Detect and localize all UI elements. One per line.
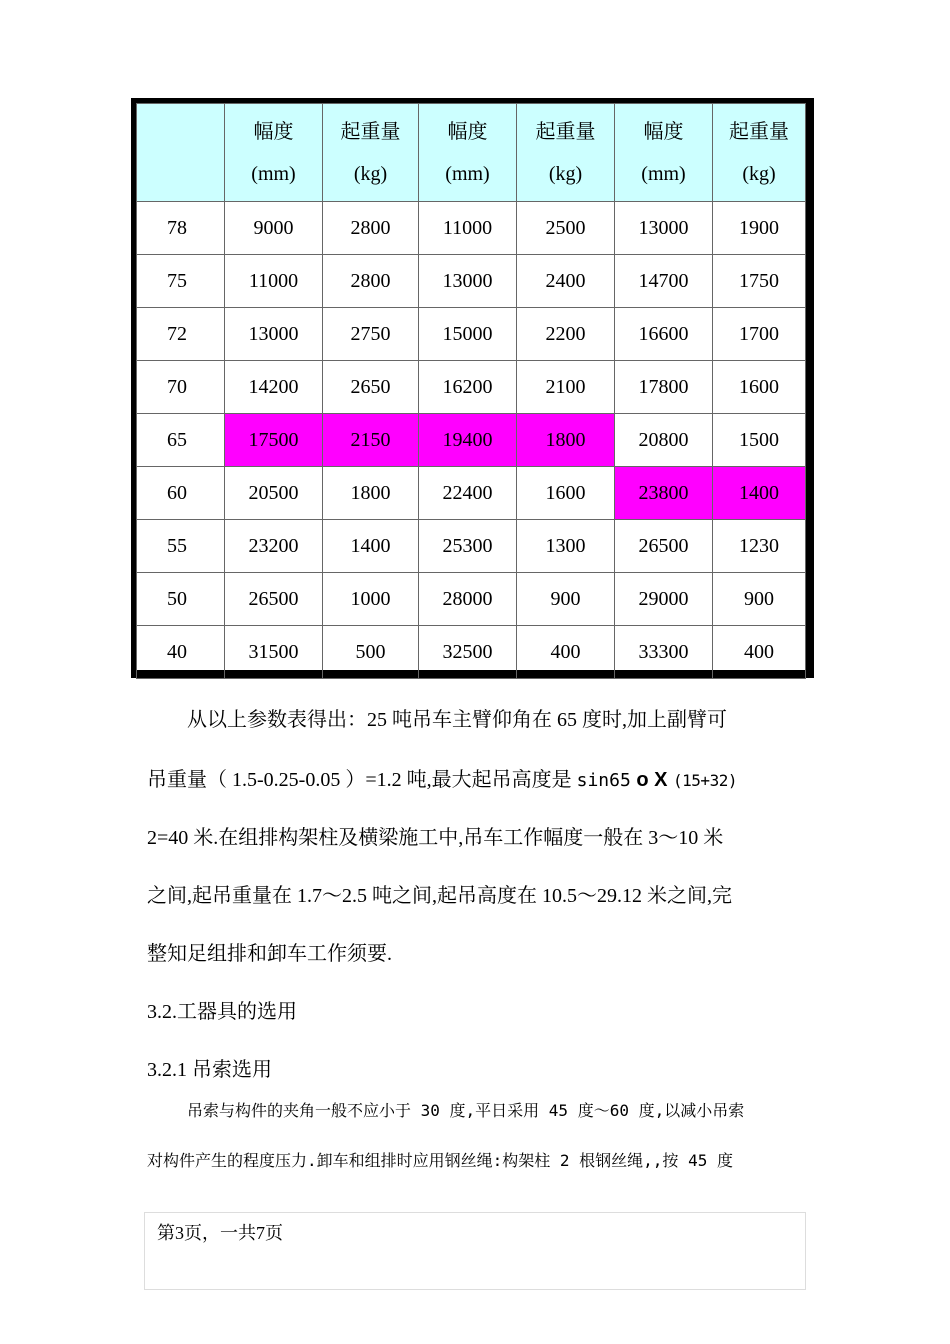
page-footer — [144, 1212, 806, 1290]
angle-cell: 72 — [137, 308, 225, 361]
value-cell: 1600 — [713, 361, 806, 414]
header-unit: (mm) — [251, 162, 296, 185]
angle-cell: 65 — [137, 414, 225, 467]
value-cell: 23800 — [615, 467, 713, 520]
header-unit: (mm) — [641, 162, 686, 185]
table-row — [137, 626, 806, 679]
value-cell: 2800 — [323, 255, 419, 308]
header-cell — [419, 104, 517, 202]
value-cell: 400 — [713, 626, 806, 679]
angle-cell: 55 — [137, 520, 225, 573]
value-cell: 17800 — [615, 361, 713, 414]
table-row — [137, 361, 806, 414]
value-cell: 2400 — [517, 255, 615, 308]
table-row — [137, 573, 806, 626]
header-unit: (kg) — [353, 162, 388, 185]
header-cell — [615, 104, 713, 202]
value-cell: 20800 — [615, 414, 713, 467]
value-cell: 26500 — [225, 573, 323, 626]
value-cell: 1900 — [713, 202, 806, 255]
value-cell: 2650 — [323, 361, 419, 414]
value-cell: 1800 — [517, 414, 615, 467]
value-cell: 13000 — [419, 255, 517, 308]
angle-cell: 75 — [137, 255, 225, 308]
page-number: 第3页，一共7页 — [157, 1223, 283, 1243]
header-name: 起重量 — [535, 120, 596, 143]
table-row — [137, 202, 806, 255]
table-row — [137, 520, 806, 573]
value-cell: 23200 — [225, 520, 323, 573]
header-name: 幅度 — [253, 120, 294, 143]
value-cell: 19400 — [419, 414, 517, 467]
value-cell: 1230 — [713, 520, 806, 573]
header-cell — [517, 104, 615, 202]
header-cell — [137, 104, 225, 202]
formula-sin: sin65 — [576, 770, 631, 791]
value-cell: 1700 — [713, 308, 806, 361]
value-cell: 16600 — [615, 308, 713, 361]
value-cell: 15000 — [419, 308, 517, 361]
value-cell: 29000 — [615, 573, 713, 626]
value-cell: 16200 — [419, 361, 517, 414]
value-cell: 1400 — [323, 520, 419, 573]
table-row — [137, 255, 806, 308]
angle-cell: 70 — [137, 361, 225, 414]
angle-cell: 78 — [137, 202, 225, 255]
value-cell: 1600 — [517, 467, 615, 520]
header-unit: (kg) — [742, 162, 776, 185]
section-heading: 3.2.工器具的选用 — [147, 1001, 297, 1023]
value-cell: 20500 — [225, 467, 323, 520]
crane-parameter-table — [136, 103, 806, 679]
value-cell: 2150 — [323, 414, 419, 467]
table-row — [137, 467, 806, 520]
value-cell: 500 — [323, 626, 419, 679]
angle-cell: 50 — [137, 573, 225, 626]
header-unit: (kg) — [548, 162, 583, 185]
value-cell: 26500 — [615, 520, 713, 573]
value-cell: 31500 — [225, 626, 323, 679]
value-cell: 1500 — [713, 414, 806, 467]
value-cell: 1750 — [713, 255, 806, 308]
value-cell: 13000 — [615, 202, 713, 255]
body-line-1: 吊索与构件的夹角一般不应小于 30 度,平日采用 45 度～60 度,以减小吊索 — [187, 1101, 745, 1120]
header-cell — [323, 104, 419, 202]
value-cell: 1300 — [517, 520, 615, 573]
value-cell: 17500 — [225, 414, 323, 467]
value-cell: 2500 — [517, 202, 615, 255]
value-cell: 2200 — [517, 308, 615, 361]
value-cell: 900 — [517, 573, 615, 626]
value-cell: 32500 — [419, 626, 517, 679]
value-cell: 1800 — [323, 467, 419, 520]
formula-sum: (15+32) — [673, 771, 737, 790]
header-cell — [713, 104, 806, 202]
header-name: 幅度 — [447, 120, 488, 143]
value-cell: 2100 — [517, 361, 615, 414]
paragraph-line-5: 整知足组排和卸车工作须要. — [147, 943, 392, 965]
value-cell: 14200 — [225, 361, 323, 414]
paragraph-line-1: 从以上参数表得出：25 吨吊车主臂仰角在 65 度时,加上副臂可 — [187, 709, 727, 731]
subsection-heading: 3.2.1 吊索选用 — [147, 1059, 272, 1081]
value-cell: 25300 — [419, 520, 517, 573]
paragraph-line-3: 2=40 米.在组排构架柱及横梁施工中,吊车工作幅度一般在 3～10 米 — [147, 827, 724, 849]
header-name: 幅度 — [643, 120, 684, 143]
value-cell: 1000 — [323, 573, 419, 626]
value-cell: 900 — [713, 573, 806, 626]
angle-cell: 40 — [137, 626, 225, 679]
value-cell: 9000 — [225, 202, 323, 255]
header-cell — [225, 104, 323, 202]
paragraph-line-2 — [147, 763, 827, 792]
paragraph-line-4: 之间,起吊重量在 1.7～2.5 吨之间,起吊高度在 10.5～29.12 米之间,完 — [147, 885, 732, 907]
value-cell: 11000 — [225, 255, 323, 308]
formula-times: o X — [630, 769, 674, 791]
angle-cell: 60 — [137, 467, 225, 520]
value-cell: 13000 — [225, 308, 323, 361]
parameter-table-frame — [131, 98, 814, 678]
value-cell: 11000 — [419, 202, 517, 255]
value-cell: 400 — [517, 626, 615, 679]
value-cell: 2800 — [323, 202, 419, 255]
header-name: 起重量 — [340, 120, 401, 143]
value-cell: 14700 — [615, 255, 713, 308]
table-header-row — [137, 104, 806, 202]
header-unit: (mm) — [445, 162, 490, 185]
header-name: 起重量 — [729, 120, 789, 143]
table-row — [137, 308, 806, 361]
body-line-2: 对构件产生的程度压力.卸车和组排时应用钢丝绳:构架柱 2 根钢丝绳,,按 45 度 — [147, 1151, 733, 1170]
table-row — [137, 414, 806, 467]
value-cell: 22400 — [419, 467, 517, 520]
value-cell: 33300 — [615, 626, 713, 679]
paragraph-line-2-text: 吊重量（ 1.5-0.25-0.05 ）=1.2 吨,最大起吊高度是 — [147, 769, 577, 791]
value-cell: 28000 — [419, 573, 517, 626]
value-cell: 2750 — [323, 308, 419, 361]
value-cell: 1400 — [713, 467, 806, 520]
